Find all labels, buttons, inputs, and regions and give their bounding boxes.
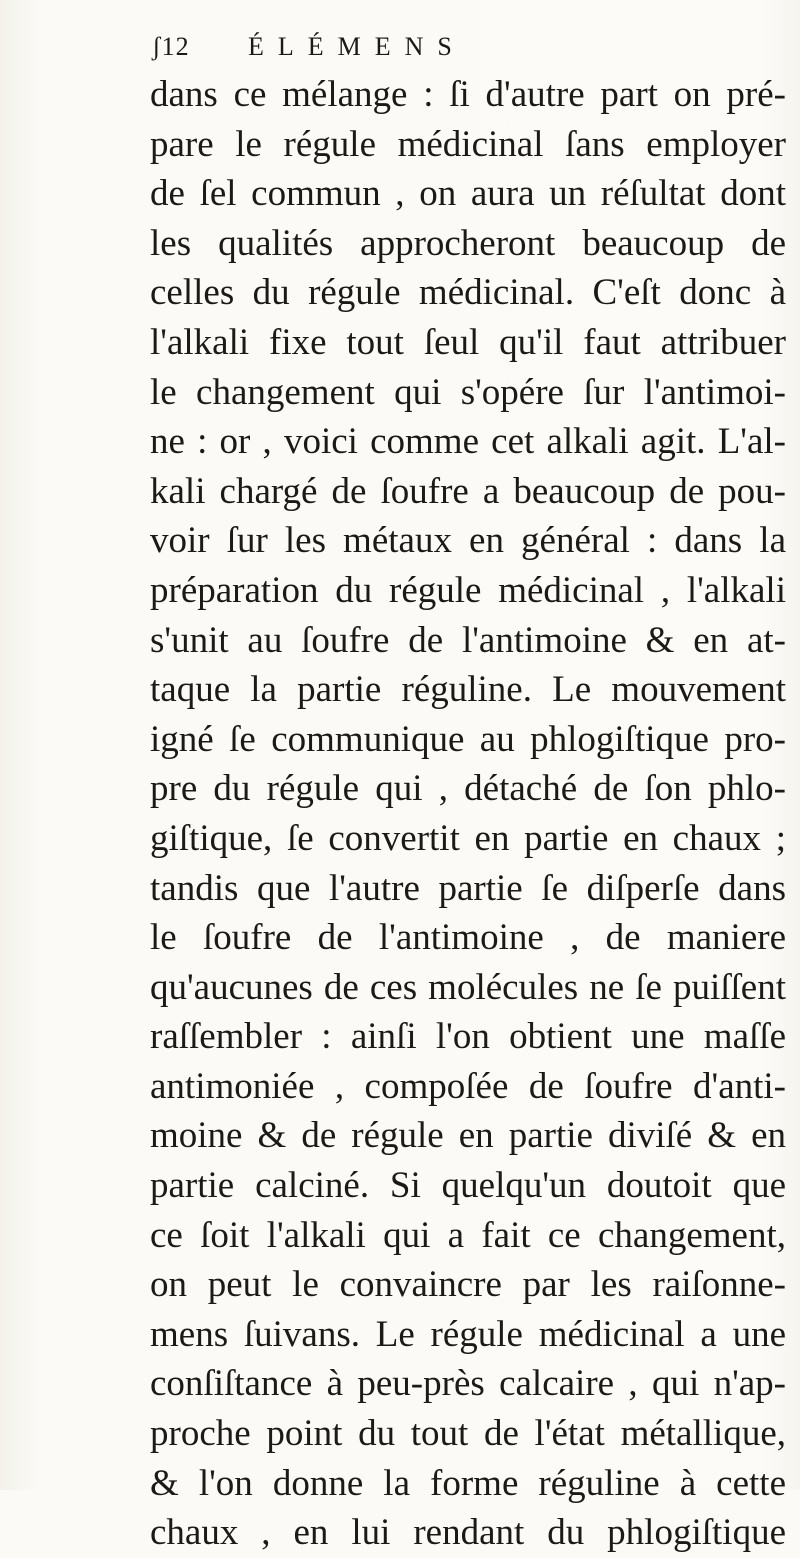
text-line: moine & de régule en partie diviſé & en xyxy=(150,1115,786,1157)
text-line: tandis que l'autre partie ſe diſperſe dans xyxy=(150,867,786,909)
text-line: pre du régule qui , détaché de ſon phlo- xyxy=(150,768,786,810)
text-line: chaux , en lui rendant du phlogiſtique xyxy=(150,1512,786,1554)
text-line: taque la partie réguline. Le mouvement xyxy=(150,669,786,711)
text-line: partie calciné. Si quelqu'un doutoit que xyxy=(150,1165,786,1207)
text-line: mens ſuivans. Le régule médicinal a une xyxy=(150,1313,786,1355)
text-line: ne : or , voici comme cet alkali agit. L'al- xyxy=(150,421,786,463)
text-line: le changement qui s'opére ſur l'antimoi- xyxy=(150,371,786,413)
running-title: ÉLÉMENS xyxy=(248,32,466,61)
text-line: igné ſe communique au phlogiſtique pro- xyxy=(150,718,786,760)
text-line: qu'aucunes de ces molécules ne ſe puiſſent xyxy=(150,966,786,1008)
page-number: ʃ12 xyxy=(152,32,190,61)
text-line: le ſoufre de l'antimoine , de maniere xyxy=(150,917,786,959)
text-line: de ſel commun , on aura un réſultat dont xyxy=(150,173,786,215)
text-line: conſiſtance à peu-près calcaire , qui n'ap- xyxy=(150,1363,786,1405)
text-line: giſtique, ſe convertit en partie en chaux ; xyxy=(150,817,786,859)
text-line: les qualités approcheront beaucoup de xyxy=(150,222,786,264)
text-line: on peut le convaincre par les raiſonne- xyxy=(150,1264,786,1306)
text-line: celles du régule médicinal. C'eſt donc à xyxy=(150,272,786,314)
text-line: ce ſoit l'alkali qui a fait ce changement, xyxy=(150,1214,786,1256)
text-line: s'unit au ſoufre de l'antimoine & en at- xyxy=(150,619,786,661)
text-line: l'alkali fixe tout ſeul qu'il faut attribuer xyxy=(150,321,786,363)
body-text xyxy=(150,70,790,1558)
text-line: kali chargé de ſoufre a beaucoup de pou- xyxy=(150,470,786,512)
text-line: raſſembler : ainſi l'on obtient une maſſe xyxy=(150,1016,786,1058)
text-line: pare le régule médicinal ſans employer xyxy=(150,123,786,165)
text-line: & l'on donne la forme réguline à cette xyxy=(150,1462,786,1504)
text-line: voir ſur les métaux en général : dans la xyxy=(150,520,786,562)
page-header xyxy=(152,28,752,68)
text-line: préparation du régule médicinal , l'alkali xyxy=(150,569,786,611)
text-line: antimoniée , compoſée de ſoufre d'anti- xyxy=(150,1065,786,1107)
text-line: proche point du tout de l'état métallique, xyxy=(150,1413,786,1455)
text-line: dans ce mélange : ſi d'autre part on pré- xyxy=(150,74,786,115)
